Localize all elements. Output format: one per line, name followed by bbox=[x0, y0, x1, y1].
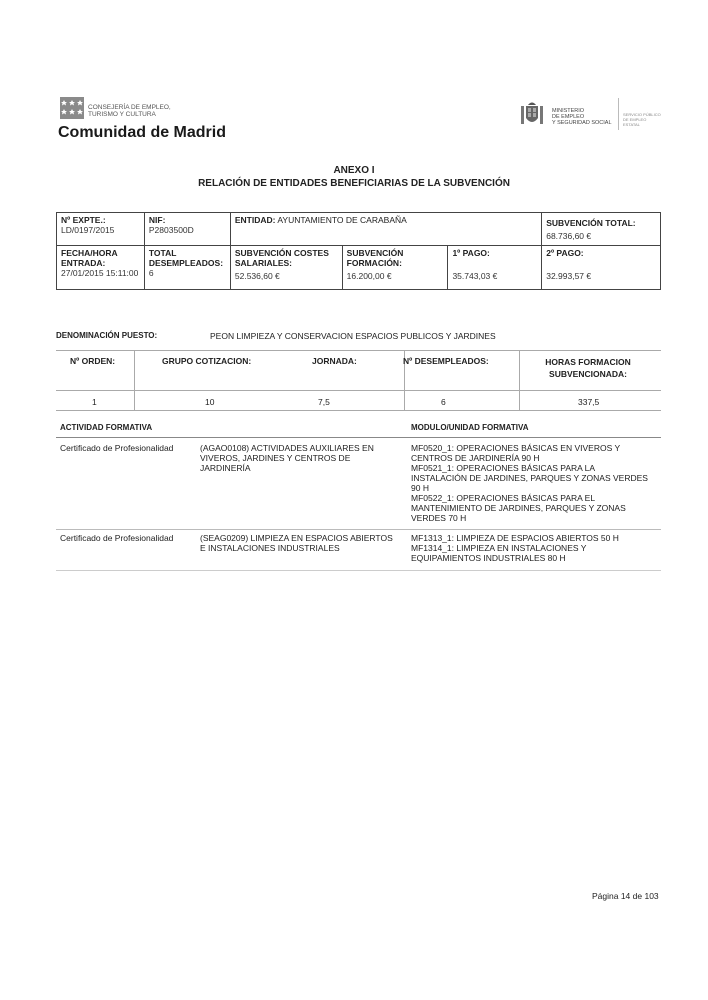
grupo-header: GRUPO COTIZACION: bbox=[162, 356, 252, 366]
formacion-cell bbox=[342, 246, 448, 290]
pago1-cell bbox=[448, 246, 542, 290]
desempleados-value: 6 bbox=[148, 268, 154, 278]
denominacion-value: PEON LIMPIEZA Y CONSERVACION ESPACIOS PUBLICOS Y JARDINES bbox=[210, 331, 496, 341]
formativa-header-rule bbox=[56, 437, 661, 438]
ministerio-line-1: MINISTERIO bbox=[552, 108, 585, 114]
entidad-label: ENTIDAD: bbox=[234, 215, 276, 225]
expte-label: Nº EXPTE.: bbox=[61, 215, 106, 225]
pago1-value: 35.743,03 € bbox=[452, 271, 498, 281]
ministerio-name bbox=[552, 108, 612, 126]
entidad-cell bbox=[230, 213, 541, 246]
pago2-label: 2º PAGO: bbox=[546, 248, 584, 258]
formativa-row-rule-1 bbox=[56, 529, 661, 530]
row1-modulo-3: MF0522_1: OPERACIONES BÁSICAS PARA EL MANTENIMIENTO DE JARDINES, PARQUES Y ZONAS VERDES 70 H bbox=[411, 493, 626, 523]
page-number: Página 14 de 103 bbox=[592, 891, 659, 901]
desempleados-label: TOTAL DESEMPLEADOS: bbox=[148, 248, 224, 268]
fecha-label: FECHA/HORA ENTRADA: bbox=[61, 248, 118, 268]
header-separator bbox=[618, 98, 619, 130]
row2-modulo-1: MF1313_1: LIMPIEZA DE ESPACIOS ABIERTOS 50 H bbox=[411, 533, 619, 543]
total-cell bbox=[542, 213, 661, 246]
fecha-cell bbox=[57, 246, 145, 290]
puesto-col-rule-1 bbox=[134, 350, 135, 410]
servicio-name: SERVICIO PÚBLICO DE EMPLEO ESTATAL bbox=[623, 112, 661, 127]
entity-table bbox=[56, 212, 661, 290]
formativa-row-rule-2 bbox=[56, 570, 661, 571]
spain-coat-of-arms-icon bbox=[520, 100, 544, 128]
row2-actividad: (SEAG0209) LIMPIEZA EN ESPACIOS ABIERTOS E INSTALACIONES INDUSTRIALES bbox=[200, 533, 393, 553]
entidad-value: AYUNTAMIENTO DE CARABAÑA bbox=[277, 215, 407, 225]
row2-tipo: Certificado de Profesionalidad bbox=[60, 533, 174, 543]
row1-modulo-2: MF0521_1: OPERACIONES BÁSICAS PARA LA INSTALACIÓN DE JARDINES, PARQUES Y ZONAS VERDES 90 H bbox=[411, 463, 648, 493]
ministerio-line-2: DE EMPLEO bbox=[552, 114, 585, 120]
costes-cell bbox=[230, 246, 342, 290]
desempleados-header: Nº DESEMPLEADOS: bbox=[403, 356, 489, 366]
formacion-label: SUBVENCIÓN FORMACIÓN: bbox=[346, 248, 404, 268]
puesto-bottom-rule bbox=[56, 410, 661, 411]
row1-tipo: Certificado de Profesionalidad bbox=[60, 443, 174, 453]
puesto-col-rule-3 bbox=[519, 350, 520, 410]
annex-title: ANEXO I bbox=[333, 165, 375, 176]
costes-label: SUBVENCIÓN COSTES SALARIALES: bbox=[234, 248, 329, 268]
ministerio-line-3: Y SEGURIDAD SOCIAL bbox=[552, 120, 612, 126]
puesto-mid-rule bbox=[56, 390, 661, 391]
row1-modulo-1: MF0520_1: OPERACIONES BÁSICAS EN VIVEROS Y CENTROS DE JARDINERÍA 90 H bbox=[411, 443, 620, 463]
modulo-header: MODULO/UNIDAD FORMATIVA bbox=[411, 423, 529, 432]
pago2-cell bbox=[542, 246, 661, 290]
desempleados-cell bbox=[144, 246, 230, 290]
horas-header: HORAS FORMACION SUBVENCIONADA: bbox=[545, 357, 631, 379]
nif-label: NIF: bbox=[148, 215, 166, 225]
orden-value: 1 bbox=[92, 397, 97, 407]
total-label: SUBVENCIÓN TOTAL: bbox=[546, 218, 636, 228]
orden-header: Nº ORDEN: bbox=[70, 356, 116, 366]
expte-value: LD/0197/2015 bbox=[61, 225, 115, 235]
row2-modulos bbox=[411, 533, 651, 563]
horas-value: 337,5 bbox=[578, 397, 600, 407]
puesto-top-rule bbox=[56, 350, 661, 351]
formacion-value: 16.200,00 € bbox=[346, 271, 392, 281]
nif-value: P2803500D bbox=[148, 225, 194, 235]
grupo-value: 10 bbox=[205, 397, 215, 407]
region-title: Comunidad de Madrid bbox=[58, 124, 226, 141]
document-title: RELACIÓN DE ENTIDADES BENEFICIARIAS DE LA SUBVENCIÓN bbox=[198, 178, 510, 189]
comunidad-madrid-logo bbox=[60, 97, 84, 119]
jornada-header: JORNADA: bbox=[312, 356, 357, 366]
consejeria-line-2: TURISMO Y CULTURA bbox=[88, 111, 156, 118]
costes-value: 52.536,60 € bbox=[234, 271, 280, 281]
consejeria-name bbox=[88, 104, 171, 118]
denominacion-label: DENOMINACIÓN PUESTO: bbox=[56, 331, 158, 340]
actividad-header: ACTIVIDAD FORMATIVA bbox=[60, 423, 153, 432]
consejeria-line-1: CONSEJERÍA DE EMPLEO, bbox=[88, 104, 171, 111]
pago1-label: 1º PAGO: bbox=[452, 248, 490, 258]
pago2-value: 32.993,57 € bbox=[546, 271, 592, 281]
jornada-value: 7,5 bbox=[318, 397, 330, 407]
row1-modulos bbox=[411, 443, 651, 523]
nif-cell bbox=[144, 213, 230, 246]
row2-modulo-2: MF1314_1: LIMPIEZA EN INSTALACIONES Y EQUIPAMIENTOS INDUSTRIALES 80 H bbox=[411, 543, 587, 563]
expte-cell bbox=[57, 213, 145, 246]
row1-actividad: (AGAO0108) ACTIVIDADES AUXILIARES EN VIVEROS, JARDINES Y CENTROS DE JARDINERÍA bbox=[200, 443, 374, 473]
fecha-value: 27/01/2015 15:11:00 bbox=[61, 268, 139, 278]
total-value: 68.736,60 € bbox=[546, 231, 592, 241]
desempleados-value: 6 bbox=[441, 397, 446, 407]
